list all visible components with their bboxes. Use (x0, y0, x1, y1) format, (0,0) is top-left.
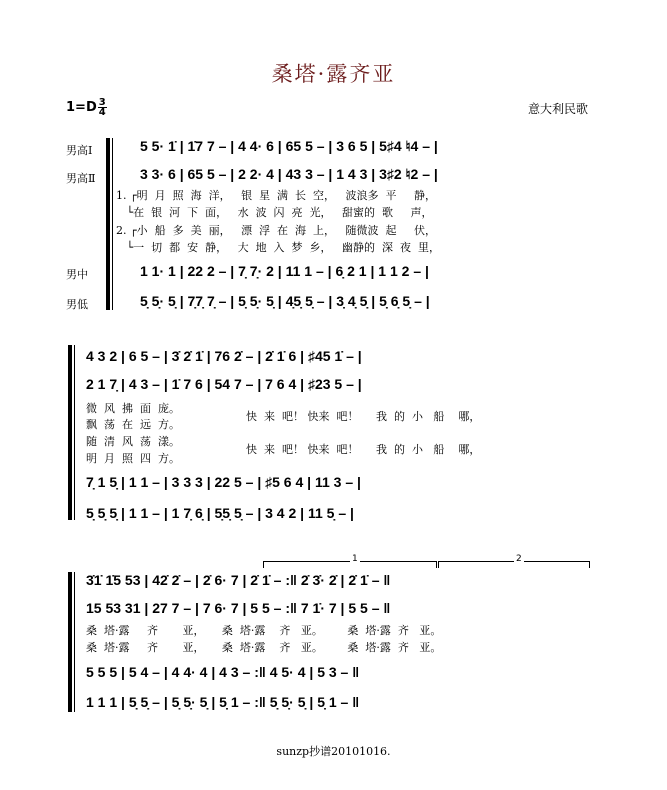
staff-baritone: 1 1· 1 | 22 2 – | 7̣ 7̣· 2 | 11 1 – | 6̣ 2 1 | 1 1 2 – | (140, 263, 429, 279)
lyric-2a: 随 清 风 荡 漾。 (86, 435, 180, 448)
system-bracket-line (74, 572, 75, 712)
staff-baritone: 5 5 5 | 5 4 – | 4 4· 4 | 4 3 – :‖ 4 5· 4 | 5 3 – ‖ (86, 664, 360, 680)
voice-label-tenor1: 男高Ⅰ (66, 144, 93, 157)
volta-bracket-2: 2 (438, 561, 590, 568)
system-bracket-line (74, 345, 75, 520)
lyric-1: 桑 塔·露 齐 亚， 桑 塔·露 齐 亚。 桑 塔·露 齐 亚。 (86, 624, 442, 637)
lyric-verse2a: 2. ┌小 船 多 美 丽， 漂 浮 在 海 上， 随微波 起 伏， (116, 224, 437, 237)
voice-label-tenor2: 男高Ⅱ (66, 172, 96, 185)
staff-bass: 1 1 1 | 5̣ 5̣ – | 5̣ 5̣· 5̣ | 5̣ 1 – :‖ 5̣ 5̣· 5̣ | 5̣ 1 – ‖ (86, 694, 360, 710)
staff-baritone: 7̣ 1 5̣ | 1 1 – | 3 3 3 | 22 5 – | ♯5 6 4 | 11 3 – | (86, 474, 361, 490)
voice-label-baritone: 男中 (66, 268, 88, 281)
refrain-2: 快 来 吧！ 快来 吧！ 我 的 小 船 哪， (246, 443, 481, 456)
time-signature: $\frac{3}{4}$ (98, 97, 106, 118)
system-bracket (68, 572, 72, 712)
staff-tenor1: 5 5· 1̇ | 1̇7 7 – | 4 4· 6 | 65 5 – | 3 6 5 | 5♯4 ♮4 – | (140, 138, 438, 154)
lyric-1b: 飘 荡 在 远 方。 (86, 418, 180, 431)
lyric-2: 桑 塔·露 齐 亚， 桑 塔·露 齐 亚。 桑 塔·露 齐 亚。 (86, 641, 442, 654)
lyric-verse2b: └一 切 都 安 静， 大 地 入 梦 乡， 幽静的 深 夜 里， (116, 241, 441, 254)
staff-bass: 5̣ 5̣ 5̣ | 1 1 – | 1 7̣ 6̣ | 5̣5̣ 5̣ – | 3 4 2 | 11 5̣ – | (86, 505, 354, 521)
system-bracket (106, 138, 110, 310)
composer-credit: 意大利民歌 (528, 102, 589, 116)
system-bracket (68, 345, 72, 520)
system-bracket-line (112, 138, 113, 310)
key-label: 1=D (66, 100, 97, 115)
lyric-verse1b: └在 银 河 下 面， 水 波 闪 亮 光， 甜蜜的 歌 声， (116, 206, 433, 219)
refrain-1: 快 来 吧！ 快来 吧！ 我 的 小 船 哪， (246, 410, 481, 423)
staff-bass: 5̣ 5̣· 5̣ | 7̣7̣ 7̣ – | 5̣ 5̣· 5̣ | 4̣5̣ 5̣ – | 3̣ 4̣ 5̣ | 5̣ 6̣ 5̣ – | (140, 293, 430, 309)
lyric-2b: 明 月 照 四 方。 (86, 452, 180, 465)
lyric-1a: 微 风 拂 面 庞。 (86, 402, 180, 415)
staff-tenor2: 3 3· 6 | 65 5 – | 2 2· 4 | 43 3 – | 1 4 3 | 3♯2 ♮2 – | (140, 166, 438, 182)
staff-tenor1: 4 3 2 | 6 5 – | 3̇ 2̇ 1̇ | 76 2̇ – | 2̇ 1̇ 6 | ♯45 1̇ – | (86, 348, 362, 364)
transcriber-credit: sunzp抄谱20101016. (276, 745, 391, 758)
staff-tenor2: 2 1 7̣ | 4 3 – | 1̇ 7 6 | 54 7 – | 7 6 4 | ♯23 5 – | (86, 376, 362, 392)
staff-tenor1: 3̇1̇ 1̇5 53 | 42̇ 2̇ – | 2̇ 6· 7 | 2̇ 1̇ – :‖ 2̇ 3̇· 2̇ | 2̇ 1̇ – ‖ (86, 572, 391, 588)
voice-label-bass: 男低 (66, 298, 88, 311)
volta-bracket-1: 1 (263, 561, 437, 568)
key-signature (66, 98, 107, 117)
lyric-verse1a: 1. ┌明 月 照 海 洋， 银 星 满 长 空， 波浪多 平 静， (116, 189, 437, 202)
staff-tenor2: 15 53 31 | 27 7 – | 7 6· 7 | 5 5 – :‖ 7 1̇· 7 | 5 5 – ‖ (86, 600, 391, 616)
score-title: 桑塔·露齐亚 (271, 62, 396, 86)
